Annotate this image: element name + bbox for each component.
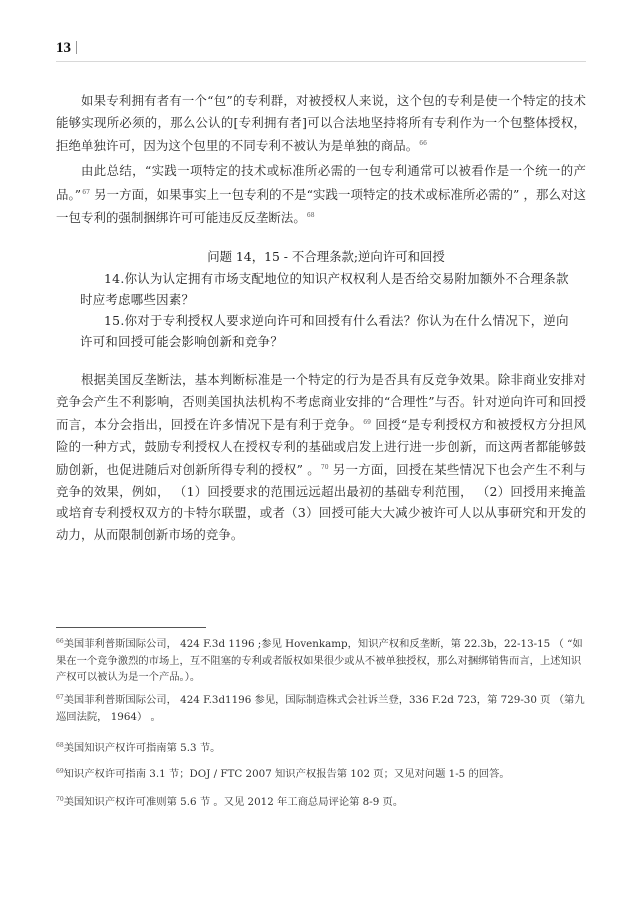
paragraph-text: 回授“是专利授权方和被授权方分担风险的一种方式，鼓励专利授权人在授权专利的基础或启发上进行进一步创新，而这两者都能够鼓励创新，也促进随后对创新所得专利的授权” 。 — [56, 417, 586, 477]
footnote-ref-69[interactable]: 69 — [363, 419, 372, 426]
question-14: 14.你认为认定拥有市场支配地位的知识产权权利人是否给交易附加额外不合理条款时应考虑哪些因素？ — [80, 271, 569, 307]
paragraph-text: 另一方面，如果事实上一包专利的不是“实践一项特定的技术或标准所必需的” ，那么对这一包专利的强制捆绑许可可能违反反垄断法。 — [56, 186, 586, 225]
footnote-68 — [56, 738, 586, 757]
question-15: 15.你对于专利授权人要求逆向许可和回授有什么看法？你认为在什么情况下，逆向许可和回授可能会影响创新和竞争？ — [80, 313, 569, 349]
paragraph-antitrust-grantback — [56, 369, 586, 545]
paragraph-text: 另一方面，回授在某些情况下也会产生不利与竞争的效果，例如， （1）回授要求的范围远远超出最初的基础专利范围， （2）回授用来掩盖或培育专利授权双方的卡特尔联盟，或者（3）回授可能大大减少被许可人以从事研究和开发的动力，从而限制创新市场的竞争。 — [56, 462, 586, 542]
paragraph-text: 如果专利拥有者有一个“包”的专利群，对被授权人来说，这个包的专利是使一个特定的技术能够实现所必须的，那么公认的[专利拥有者]可以合法地坚持将所有专利作为一个包整体授权，拒绝单独许可，因为这个包里的不同专利不被认为是单独的商品。 — [56, 93, 586, 153]
footnote-ref-68[interactable]: 68 — [306, 212, 315, 219]
footnote-number: 68 — [56, 742, 64, 749]
footnote-number: 69 — [56, 768, 64, 775]
page-number-separator: | — [75, 39, 79, 55]
paragraph-patent-package — [56, 90, 586, 157]
footnote-70 — [56, 792, 586, 811]
paragraph-text: 由此总结，“实践一项特定的技术或标准所必需的一包专利通常可以被看作是一个统一的产品。” — [56, 163, 586, 202]
footnote-number: 67 — [56, 694, 64, 701]
footnote-number: 66 — [56, 638, 64, 645]
footnote-text: 美国菲利普斯国际公司， 424 F.3d1196 参见，国际制造株式会社诉兰登，336 F.2d 723，第 729-30 页 （第九巡回法院， 1964） 。 — [56, 694, 585, 723]
footnote-divider — [56, 627, 206, 628]
footnote-67 — [56, 690, 586, 725]
footnote-text: 美国菲利普斯国际公司， 424 F.3d 1196 ;参见 Hovenkamp，知识产权和反垄断，第 22.3b，22-13-15 （ “如果在一个竞争激烈的市场上，互不阻塞的专利或者版权如果很少或从不被单独授权，那么对捆绑销售而言，上述知识产权可以被认为是一个产品。）。 — [56, 638, 583, 683]
footnote-text: 知识产权许可指南 3.1 节；DOJ / FTC 2007 知识产权报告第 102 页；又见对问题 1-5 的回答。 — [63, 768, 510, 780]
footnote-ref-67[interactable]: 67 — [82, 188, 91, 196]
page-header — [56, 40, 586, 62]
page-number: 13 — [56, 40, 71, 56]
footnote-ref-70[interactable]: 70 — [320, 464, 329, 471]
footnote-number: 70 — [56, 796, 64, 803]
footnote-ref-66[interactable]: 66 — [419, 140, 428, 147]
paragraph-conclusion — [56, 160, 586, 229]
footnote-69 — [56, 764, 586, 783]
footnote-text: 美国知识产权许可准则第 5.6 节 。又见 2012 年工商总局评论第 8-9 页。 — [63, 796, 404, 808]
paragraph-text: 根据美国反垄断法，基本判断标准是一个特定的行为是否具有反竞争效果。除非商业安排对竞争会产生不利影响，否则美国执法机构不考虑商业安排的“合理性”与否。针对逆向许可和回授而言，本分会指出，回授在许多情况下是有利于竞争。 — [56, 372, 586, 432]
footnote-66 — [56, 634, 586, 686]
question-section-title: 问题 14，15 - 不合理条款;逆向许可和回授 — [207, 249, 445, 264]
footnote-text: 美国知识产权许可指南第 5.3 节。 — [63, 742, 221, 754]
